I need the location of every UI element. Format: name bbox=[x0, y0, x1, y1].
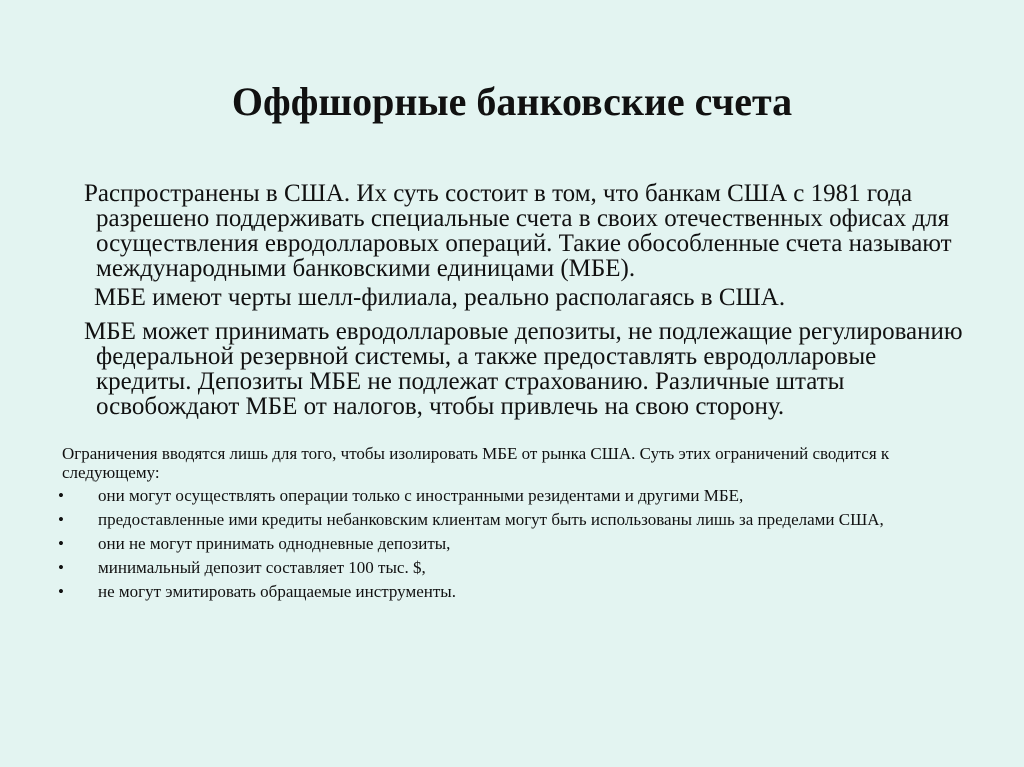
restrictions-list bbox=[58, 486, 958, 606]
restrictions-intro: Ограничения вводятся лишь для того, чтобы изолировать МБЕ от рынка США. Суть этих ограничений сводится к следующему: bbox=[62, 444, 890, 482]
bullet-icon: • bbox=[58, 534, 64, 553]
list-item: • минимальный депозит составляет 100 тыс. $, bbox=[58, 558, 426, 577]
bullet-icon: • bbox=[58, 582, 64, 601]
bullet-icon: • bbox=[58, 510, 64, 529]
list-item: • они не могут принимать однодневные депозиты, bbox=[58, 534, 451, 553]
list-item: • предоставленные ими кредиты небанковским клиентам могут быть использованы лишь за пределами США, bbox=[58, 510, 884, 529]
paragraph-shell-branch: МБЕ имеют черты шелл-филиала, реально располагаясь в США. bbox=[94, 284, 786, 311]
slide-title: Оффшорные банковские счета bbox=[231, 79, 793, 124]
list-item: • не могут эмитировать обращаемые инструменты. bbox=[58, 582, 456, 601]
paragraph-deposits: МБЕ может принимать евродолларовые депозиты, не подлежащие регулированию федеральной резервной системы, а также предоставлять евродолларовые кредиты. Депозиты МБЕ не подлежат страхованию. Различные штаты освобождают МБЕ от налогов, чтобы привлечь на свою сторону. bbox=[84, 318, 963, 420]
bullet-icon: • bbox=[58, 486, 64, 505]
list-item: • они могут осуществлять операции только с иностранными резидентами и другими МБЕ, bbox=[58, 486, 744, 505]
paragraph-definition: Распространены в США. Их суть состоит в том, что банкам США с 1981 года разрешено поддерживать специальные счета в своих отечественных офисах для осуществления евродолларовых операций. Такие обособленные счета называют международными банковскими единицами (МБЕ). bbox=[84, 180, 952, 282]
bullet-icon: • bbox=[58, 558, 64, 577]
